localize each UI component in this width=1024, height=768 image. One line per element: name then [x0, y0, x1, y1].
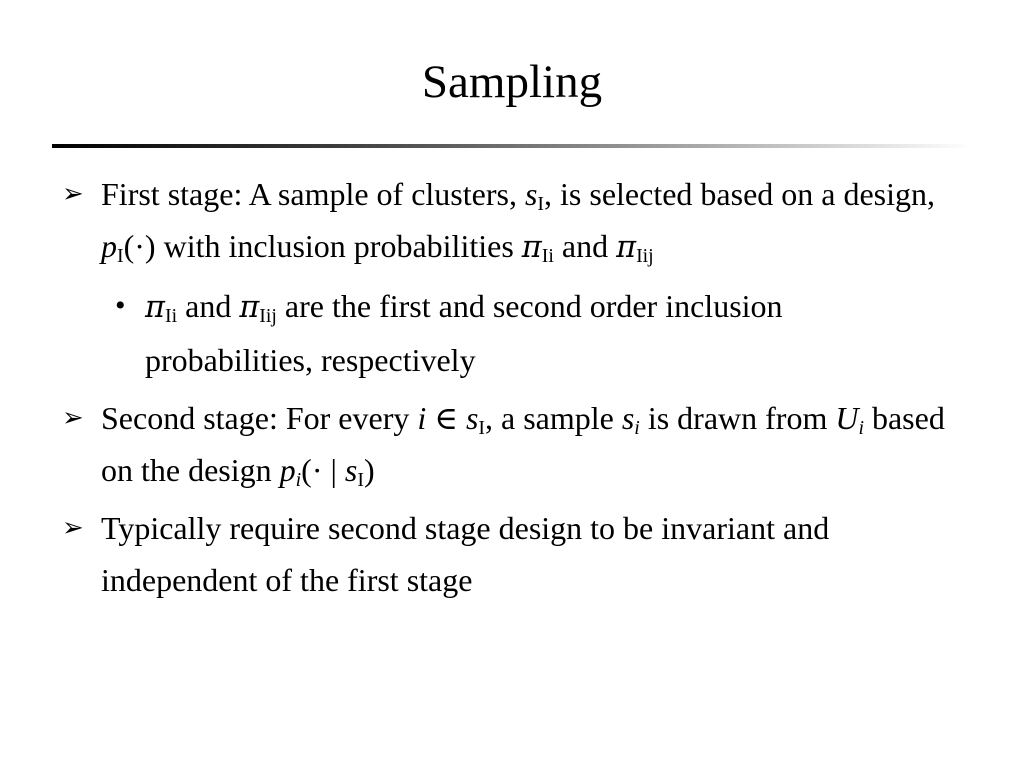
- math-close: ): [363, 452, 375, 488]
- math-arg: (·): [123, 228, 156, 264]
- text: and: [177, 288, 240, 324]
- text: , is selected based on a design,: [544, 176, 936, 212]
- math-sub: I: [478, 416, 485, 439]
- text: Second stage: For every: [101, 400, 418, 436]
- math-sub: I: [537, 192, 545, 215]
- text: First stage: A sample of clusters,: [101, 176, 525, 212]
- slide-title: Sampling: [421, 56, 603, 108]
- math-s: s: [621, 400, 635, 436]
- text: with inclusion probabilities: [155, 228, 522, 264]
- bullet-invariance: [0, 502, 946, 606]
- text: and: [553, 228, 617, 264]
- math-sub: I: [117, 244, 124, 267]
- text: Typically require second stage design to be invariant and independent of the first stage: [101, 510, 830, 598]
- text: are the first and second order inclusion probabilities, respectively: [145, 288, 783, 378]
- math-sub-i: i: [634, 416, 640, 439]
- math-pi: π: [145, 290, 165, 325]
- bullet-second-stage: [0, 392, 946, 496]
- math-in: ∈: [426, 400, 466, 436]
- math-p: p: [279, 452, 296, 488]
- dot-bullet-icon: •: [115, 289, 126, 322]
- math-sub: Ii: [164, 304, 178, 327]
- arrowhead-bullet-icon: ➢: [62, 179, 84, 208]
- arrowhead-bullet-icon: ➢: [62, 513, 84, 542]
- math-sub-i: i: [858, 416, 864, 439]
- arrowhead-bullet-icon: ➢: [62, 403, 84, 432]
- sub-bullet-inclusion-probabilities: [0, 280, 946, 386]
- bullet-first-stage: [0, 168, 946, 274]
- math-s: s: [465, 400, 479, 436]
- math-pi: π: [239, 290, 260, 325]
- text: based on the design: [101, 400, 945, 488]
- math-sub: Iij: [636, 244, 654, 267]
- math-pi: π: [521, 230, 542, 265]
- math-pi: π: [616, 230, 637, 265]
- math-U: U: [835, 400, 859, 436]
- text: is drawn from: [639, 400, 836, 436]
- math-p: p: [101, 228, 117, 264]
- math-sub: Iij: [259, 304, 277, 327]
- title-divider: [52, 144, 972, 148]
- slide-body: [0, 168, 1024, 612]
- math-sub: I: [357, 468, 364, 491]
- text: , a sample: [485, 400, 622, 436]
- math-i: i: [417, 400, 427, 436]
- math-sub: Ii: [541, 244, 554, 267]
- math-s: s: [344, 452, 358, 488]
- math-sub-i: i: [295, 468, 302, 491]
- math-arg: (· |: [301, 452, 345, 488]
- math-s: s: [524, 176, 538, 212]
